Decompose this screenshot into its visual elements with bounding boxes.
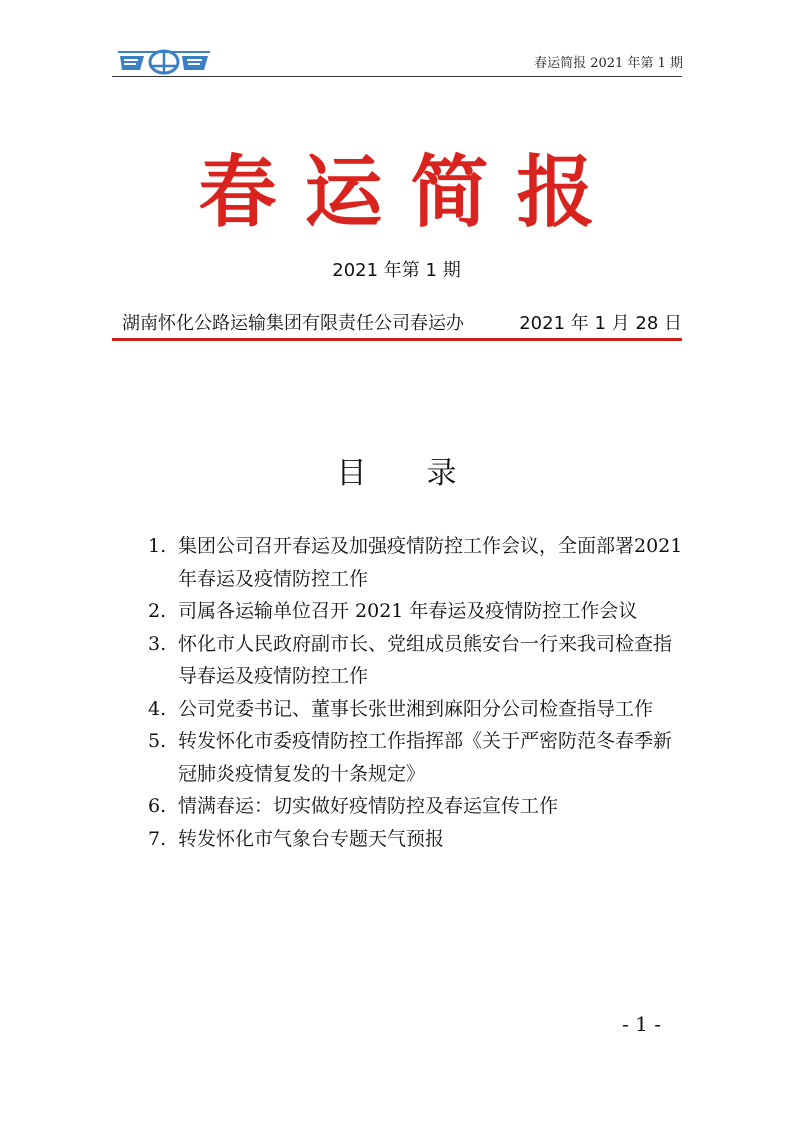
- toc-item-number: 7.: [148, 827, 167, 850]
- toc-item-number: 2.: [148, 600, 167, 622]
- toc-item-number: 6.: [148, 795, 167, 817]
- toc-item-text: 转发怀化市气象台专题天气预报: [178, 827, 445, 850]
- toc-item-text: 集团公司召开春运及加强疫情防控工作会议，全面部署2021 年春运及疫情防控工作: [178, 535, 683, 590]
- toc-item-text: 情满春运：切实做好疫情防控及春运宣传工作: [178, 795, 559, 817]
- list-item: [148, 823, 688, 856]
- masthead-title: 春运简报: [198, 147, 623, 238]
- publisher-line: [122, 309, 682, 335]
- toc-item-text: 转发怀化市委疫情防控工作指挥部《关于严密防范冬春季新冠肺炎疫情复发的十条规定》: [178, 730, 673, 785]
- list-item: [148, 790, 688, 823]
- toc-title: 目录: [336, 456, 517, 491]
- publisher-org: 湖南怀化公路运输集团有限责任公司春运办: [122, 313, 464, 334]
- company-logo-icon: [118, 46, 210, 76]
- list-item: [148, 693, 688, 726]
- toc-item-number: 1.: [148, 535, 167, 557]
- list-item: [148, 530, 688, 595]
- toc-item-text: 司属各运输单位召开 2021 年春运及疫情防控工作会议: [178, 600, 638, 622]
- toc-item-number: 5.: [148, 730, 167, 752]
- toc-list: [148, 530, 688, 855]
- running-title: 春运简报 2021 年第 1 期: [534, 56, 683, 71]
- masthead-divider: [112, 338, 682, 341]
- toc-item-text: 公司党委书记、董事长张世湘到麻阳分公司检查指导工作: [178, 697, 654, 720]
- list-item: [148, 595, 688, 628]
- toc-item-number: 4.: [148, 697, 167, 720]
- list-item: [148, 628, 688, 693]
- page-number: - 1 -: [622, 1012, 661, 1036]
- toc-item-text: 怀化市人民政府副市长、党组成员熊安台一行来我司检查指导春运及疫情防控工作: [178, 632, 673, 687]
- toc-item-number: 3.: [148, 632, 167, 655]
- publish-date: 2021 年 1 月 28 日: [519, 313, 682, 334]
- list-item: [148, 725, 688, 790]
- header-divider: [112, 76, 682, 77]
- issue-number: 2021 年第 1 期: [332, 260, 461, 281]
